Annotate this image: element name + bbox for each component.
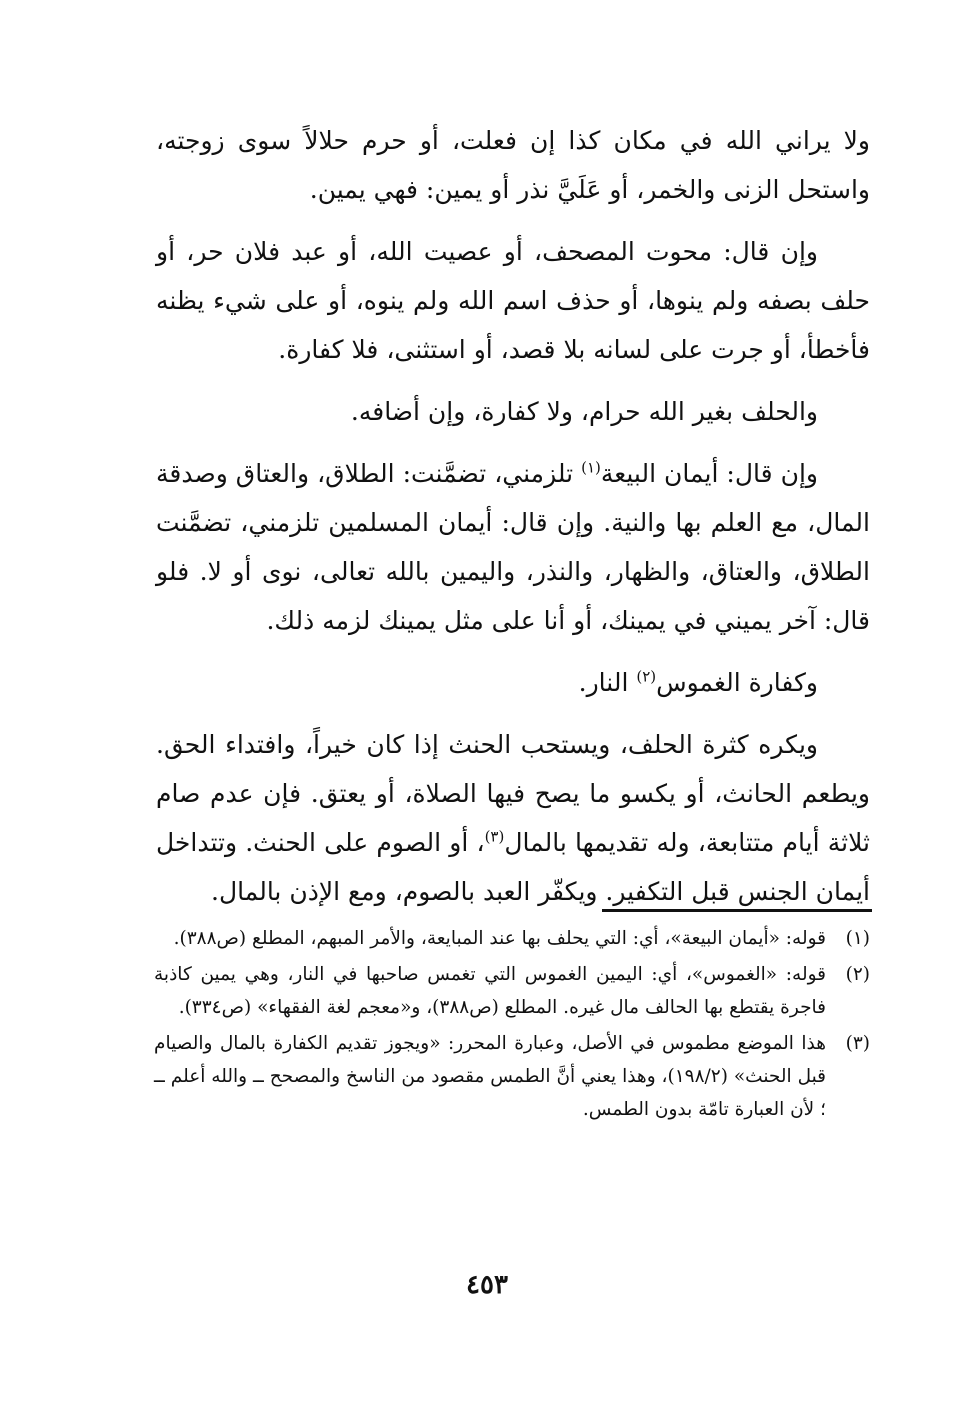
footnote-text: قوله: «أيمان البيعة»، أي: التي يحلف بها عند المبايعة، والأمر المبهم، المطلع (ص٣٨٨).	[173, 928, 826, 949]
paragraph-1: ولا يراني الله في مكان كذا إن فعلت، أو حرم حلالاً سوى زوجته، واستحل الزنى والخمر، أو عَلَيَّ نذر أو يمين: فهي يمين.	[156, 126, 870, 204]
footnote-ref-2: (٢)	[636, 667, 657, 686]
footnote-number: (٢)	[845, 964, 870, 985]
paragraph-6-end: ، أو الصوم على الحنث. وتتداخل أيمان الجنس قبل التكفير. ويكفّر العبد بالصوم، ومع الإذن بالمال.	[156, 828, 870, 906]
paragraph-5-start: وكفارة الغموس	[656, 668, 818, 697]
paragraph-5-end: النار.	[578, 668, 637, 697]
paragraph-3: والحلف بغير الله حرام، ولا كفارة، وإن أضافه.	[350, 397, 818, 426]
page-number: ٤٥٣	[466, 1270, 508, 1300]
paragraph-2: وإن قال: محوت المصحف، أو عصيت الله، أو عبد فلان حر، أو حلف بصفه ولم ينوها، أو حذف اسم الله ولم ينوه، أو على شيء يظنه فأخطأ، أو جرت على لسانه بلا قصد، أو استثنى، فلا كفارة.	[156, 237, 870, 364]
footnote-ref-3: (٣)	[484, 827, 505, 846]
footnote-number: (٣)	[845, 1033, 870, 1054]
paragraph-4-end: تلزمني، تضمَّنت: الطلاق، والعتاق وصدقة المال، مع العلم بها والنية. وإن قال: أيمان المسلمين تلزمني، تضمَّنت الطلاق، والعتاق، والظهار، والنذر، واليمين بالله تعالى، نوى أو لا. فلو قال: آخر يميني في يمينك، أو أنا على مثل يمينك لزمه ذلك.	[156, 459, 870, 635]
paragraph-6	[156, 720, 870, 916]
footnote-divider	[602, 909, 872, 912]
footnotes	[154, 922, 870, 1129]
paragraph-5	[156, 658, 870, 707]
paragraph-6-start: ويكره كثرة الحلف، ويستحب الحنث إذا كان خيراً، وافتداء الحق. ويطعم الحانث، أو يكسو ما يصح فيها الصلاة، أو يعتق. فإن عدم صام ثلاثة أيام متتابعة، وله تقديمها بالمال	[156, 730, 870, 857]
footnote-1	[154, 922, 870, 955]
paragraph-4-start: وإن قال: أيمان البيعة	[600, 459, 818, 488]
paragraph-4	[156, 449, 870, 645]
footnote-text: قوله: «الغموس»، أي: اليمين الغموس التي تغمس صاحبها في النار، وهي يمين كاذبة فاجرة يقتطع بها الحالف مال غيره. المطلع (ص٣٨٨)، و«معجم لغة الفقهاء» (ص٣٣٤).	[154, 964, 826, 1018]
footnote-3	[154, 1027, 870, 1126]
main-text	[156, 116, 870, 929]
footnote-2	[154, 958, 870, 1024]
footnote-ref-1: (١)	[581, 458, 601, 477]
footnote-number: (١)	[845, 928, 870, 949]
footnote-text: هذا الموضع مطموس في الأصل، وعبارة المحرر: «ويجوز تقديم الكفارة بالمال والصيام قبل الحنث» (١٩٨/٢)، وهذا يعني أنَّ الطمس مقصود من الناسخ والمصحح ــ والله أعلم ــ ؛ لأن العبارة تامّة بدون الطمس.	[154, 1033, 826, 1120]
